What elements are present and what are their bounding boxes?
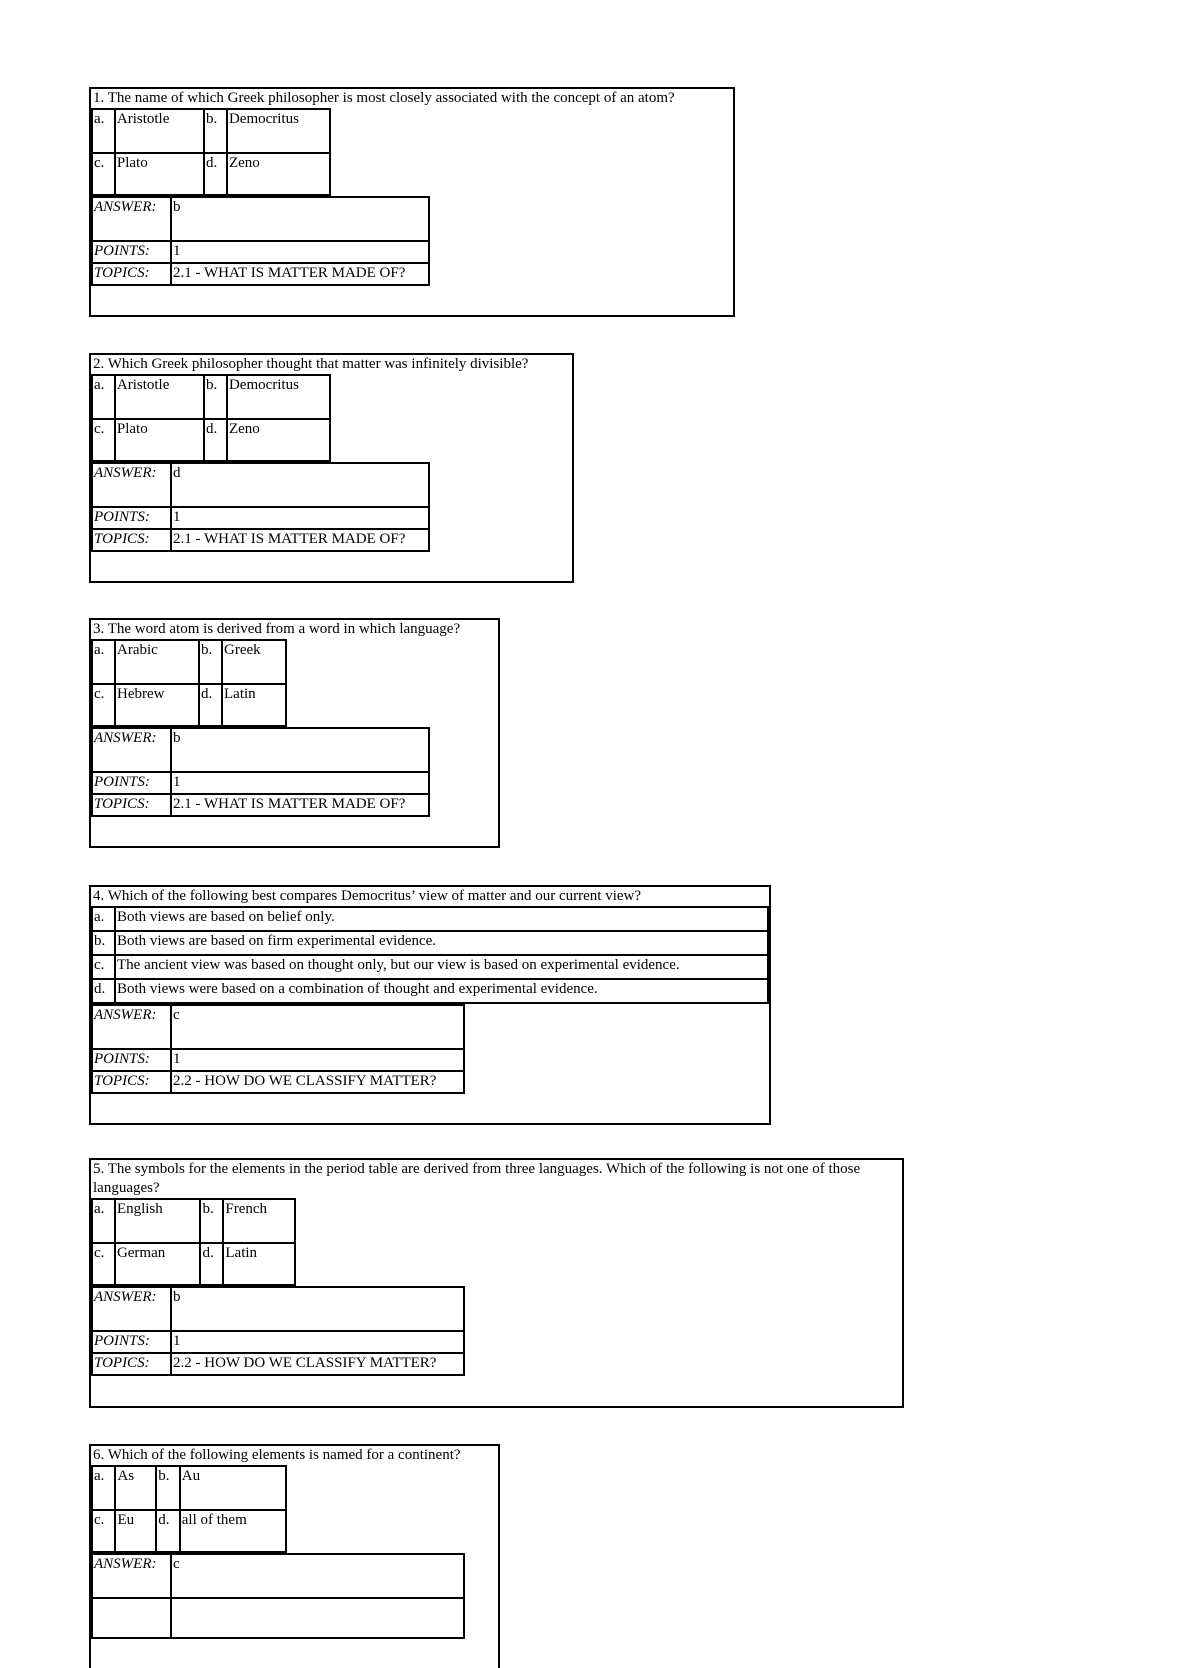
points-label-cut <box>92 1598 171 1638</box>
options-grid <box>91 374 331 462</box>
points-label: POINTS: <box>92 241 171 263</box>
options-grid <box>91 1198 296 1286</box>
topics-label: TOPICS: <box>92 263 171 285</box>
question-6 <box>89 1444 500 1668</box>
question-5 <box>89 1158 904 1408</box>
option-letter: b. <box>156 1466 179 1510</box>
option-letter: d. <box>204 153 227 195</box>
option-letter: d. <box>92 979 115 1003</box>
answer-value: c <box>171 1554 464 1598</box>
option-text: all of them <box>180 1510 286 1552</box>
option-text: Zeno <box>227 419 330 461</box>
question-1 <box>89 87 735 317</box>
answer-label: ANSWER: <box>92 463 171 507</box>
question-3 <box>89 618 500 848</box>
answer-meta <box>91 1286 465 1376</box>
topics-label: TOPICS: <box>92 1071 171 1093</box>
option-text: As <box>115 1466 156 1510</box>
option-letter: c. <box>92 153 115 195</box>
points-value: 1 <box>171 1049 464 1071</box>
question-stem: 3. The word atom is derived from a word in which language? <box>93 621 461 637</box>
option-letter: c. <box>92 955 115 979</box>
option-text: Aristotle <box>115 375 204 419</box>
answer-value: b <box>171 197 429 241</box>
option-text: The ancient view was based on thought only, but our view is based on experimental evidence. <box>115 955 768 979</box>
question-stem: 1. The name of which Greek philosopher is most closely associated with the concept of an atom? <box>93 90 675 106</box>
option-letter: b. <box>204 375 227 419</box>
answer-value: b <box>171 1287 464 1331</box>
question-stem: 4. Which of the following best compares Democritus’ view of matter and our current view? <box>93 888 642 904</box>
topics-value: 2.1 - WHAT IS MATTER MADE OF? <box>171 263 429 285</box>
answer-value: c <box>171 1005 464 1049</box>
option-text: Plato <box>115 419 204 461</box>
topics-label: TOPICS: <box>92 794 171 816</box>
options-list <box>91 906 769 1004</box>
option-text: Plato <box>115 153 204 195</box>
topics-value: 2.2 - HOW DO WE CLASSIFY MATTER? <box>171 1353 464 1375</box>
option-letter: c. <box>92 1510 115 1552</box>
option-text: Aristotle <box>115 109 204 153</box>
option-text: Hebrew <box>115 684 199 726</box>
option-text: Democritus <box>227 375 330 419</box>
option-text: English <box>115 1199 201 1243</box>
points-value: 1 <box>171 772 429 794</box>
options-grid <box>91 639 287 727</box>
option-letter: d. <box>200 1243 223 1285</box>
option-text: French <box>223 1199 295 1243</box>
points-value-cut <box>171 1598 464 1638</box>
answer-label: ANSWER: <box>92 1287 171 1331</box>
option-letter: a. <box>92 640 115 684</box>
topics-label: TOPICS: <box>92 529 171 551</box>
question-stem: 5. The symbols for the elements in the period table are derived from three languages. Which of the following is not one of those languages? <box>93 1161 861 1196</box>
answer-meta <box>91 1553 465 1639</box>
points-label: POINTS: <box>92 1049 171 1071</box>
answer-meta <box>91 727 430 817</box>
option-text: Both views are based on belief only. <box>115 907 768 931</box>
option-text: Zeno <box>227 153 330 195</box>
option-letter: b. <box>200 1199 223 1243</box>
points-value: 1 <box>171 507 429 529</box>
answer-label: ANSWER: <box>92 728 171 772</box>
question-stem: 2. Which Greek philosopher thought that matter was infinitely divisible? <box>93 356 529 372</box>
option-letter: d. <box>156 1510 179 1552</box>
option-text: Au <box>180 1466 286 1510</box>
option-letter: a. <box>92 907 115 931</box>
answer-label: ANSWER: <box>92 197 171 241</box>
topics-label: TOPICS: <box>92 1353 171 1375</box>
answer-label: ANSWER: <box>92 1554 171 1598</box>
option-text: German <box>115 1243 201 1285</box>
question-4 <box>89 885 771 1125</box>
option-letter: d. <box>199 684 222 726</box>
answer-meta <box>91 462 430 552</box>
answer-value: b <box>171 728 429 772</box>
option-text: Latin <box>223 1243 295 1285</box>
option-text: Both views were based on a combination of thought and experimental evidence. <box>115 979 768 1003</box>
points-label: POINTS: <box>92 1331 171 1353</box>
option-letter: c. <box>92 1243 115 1285</box>
points-value: 1 <box>171 1331 464 1353</box>
option-letter: a. <box>92 1199 115 1243</box>
option-letter: c. <box>92 419 115 461</box>
option-letter: b. <box>204 109 227 153</box>
topics-value: 2.2 - HOW DO WE CLASSIFY MATTER? <box>171 1071 464 1093</box>
option-letter: a. <box>92 375 115 419</box>
option-text: Greek <box>222 640 286 684</box>
answer-meta <box>91 1004 465 1094</box>
option-text: Democritus <box>227 109 330 153</box>
option-letter: a. <box>92 1466 115 1510</box>
topics-value: 2.1 - WHAT IS MATTER MADE OF? <box>171 794 429 816</box>
option-text: Latin <box>222 684 286 726</box>
option-letter: b. <box>92 931 115 955</box>
option-letter: c. <box>92 684 115 726</box>
options-grid <box>91 1465 287 1553</box>
option-letter: d. <box>204 419 227 461</box>
option-text: Both views are based on firm experimental evidence. <box>115 931 768 955</box>
answer-label: ANSWER: <box>92 1005 171 1049</box>
question-2 <box>89 353 574 583</box>
points-label: POINTS: <box>92 772 171 794</box>
topics-value: 2.1 - WHAT IS MATTER MADE OF? <box>171 529 429 551</box>
option-letter: a. <box>92 109 115 153</box>
option-text: Arabic <box>115 640 199 684</box>
points-value: 1 <box>171 241 429 263</box>
question-stem: 6. Which of the following elements is named for a continent? <box>93 1447 461 1463</box>
option-letter: b. <box>199 640 222 684</box>
option-text: Eu <box>115 1510 156 1552</box>
answer-meta <box>91 196 430 286</box>
answer-value: d <box>171 463 429 507</box>
points-label: POINTS: <box>92 507 171 529</box>
options-grid <box>91 108 331 196</box>
